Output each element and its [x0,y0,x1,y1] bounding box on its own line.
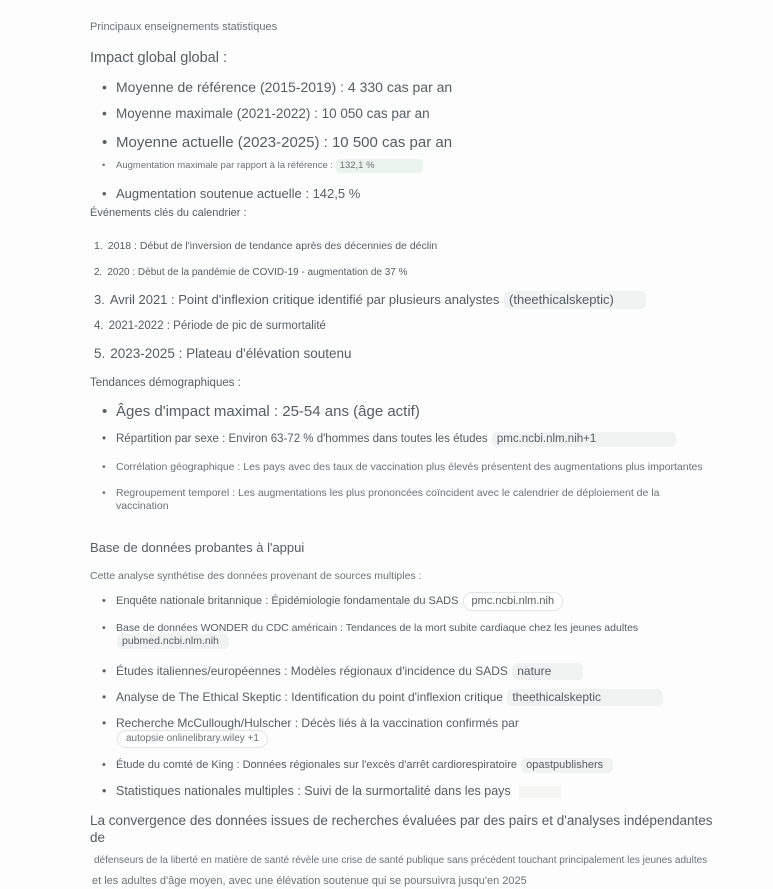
list-item [90,461,713,474]
bullet-icon: • [102,664,107,679]
list-item [90,403,713,421]
list-item-text-prefix: Augmentation maximale par rapport à la référence : [116,159,336,171]
list-item [90,79,713,96]
list-item-text-prefix: Étude du comté de King : Données régionales sur l'excès d'arrêt cardiorespiratoire [116,758,521,771]
numbered-item [90,319,713,333]
bullet-icon: • [102,487,106,500]
list-item-text: Moyenne actuelle (2023-2025) : 10 500 cas par an [116,133,453,151]
citation-badge-outlined[interactable]: pmc.ncbi.nlm.nih [463,592,564,611]
bullet-icon: • [102,595,106,608]
list-item-text: Corrélation géographique : Les pays avec des taux de vaccination plus élevés présentent des augmentations plus importantes [116,461,703,474]
list-item-text [116,622,713,648]
bullet-icon: • [102,185,107,201]
list-item [90,716,713,731]
section-title-evidence [90,540,713,556]
bullet-icon: • [102,621,106,634]
numbered-item [90,346,713,362]
list-item-text: Recherche McCullough/Hulscher : Décès liés à la vaccination confirmés par [116,715,519,730]
section-title-text: Événements clés du calendrier : [90,207,247,220]
evidence-intro [90,570,713,583]
list-item [90,690,713,705]
highlighted-value: 132,1 % [336,159,423,173]
bullet-icon: • [102,106,107,122]
list-item [90,759,713,772]
numbered-item-text: Avril 2021 : Point d'inflexion critique identifié par plusieurs analystes [109,291,504,307]
list-item-text [116,432,676,446]
list-item [90,595,713,608]
numbered-item [90,292,713,308]
numbered-item-text: 2018 : Début de l'inversion de tendance après des décennies de déclin [107,239,438,252]
bullet-icon: • [102,690,107,705]
list-item-text [116,784,561,799]
citation-badge[interactable]: opastpublishers [521,758,613,773]
list-item-text-prefix: Études italiennes/européennes : Modèles régionaux d'incidence du SADS [116,664,512,679]
list-item [90,186,713,202]
closing-paragraph-line [90,813,713,846]
citation-badge-outlined[interactable]: autopsie onlinelibrary.wiley +1 [117,730,268,748]
kicker [90,21,713,34]
closing-text: défenseurs de la liberté en matière de santé révèle une crise de santé publique sans précédent touchant principalement les jeunes adultes [94,855,708,867]
list-item-text-prefix: Statistiques nationales multiples : Suivi de la surmortalité dans les pays [116,783,511,798]
faded-citation-pill [519,786,561,798]
list-item-text: Regroupement temporel : Les augmentations les plus prononcées coïncident avec le calendrier de déploiement de la vaccination [116,487,660,513]
citation-badge[interactable]: theethicalskeptic [507,689,663,706]
list-item-text-prefix: Base de données WONDER du CDC américain : Tendances de la mort subite cardiaque chez les jeunes adultes [116,621,639,634]
closing-paragraph-line [90,855,713,867]
citation-badge[interactable]: pmc.ncbi.nlm.nih+1 [492,432,676,447]
numbered-item-text: 2021-2022 : Période de pic de surmortalité [108,319,326,332]
section-title-demographics [90,376,713,390]
item-number: 3. [94,291,105,307]
list-item-text [116,160,423,172]
bullet-icon: • [102,133,108,151]
list-item-text-prefix: Enquête nationale britannique : Épidémiologie fondamentale du SADS [116,595,462,608]
list-item-text-prefix: Répartition par sexe : Environ 63-72 % d'hommes dans toutes les études [116,433,491,446]
list-item-text: Augmentation soutenue actuelle : 142,5 % [116,185,361,201]
bullet-icon: • [102,159,106,171]
list-item-text [116,595,563,608]
numbered-item [90,267,713,279]
list-item [90,487,713,513]
citation-badge[interactable]: (theethicalskeptic) [504,291,646,309]
item-number: 4. [94,319,104,332]
bullet-icon: • [102,783,107,798]
numbered-item-text: 2023-2025 : Plateau d'élévation soutenu [110,345,352,361]
list-item-text: Âges d'impact maximal : 25-54 ans (âge actif) [116,403,420,421]
section-title-impact [90,50,713,68]
evidence-intro-text: Cette analyse synthétise des données provenant de sources multiples : [90,569,422,582]
list-item [90,160,713,172]
closing-text: et les adultes d'âge moyen, avec une élévation soutenue qui se poursuivra jusqu'en 2025 [92,875,527,888]
list-item [90,106,713,122]
section-title-text: Tendances démographiques : [90,377,241,390]
item-number: 5. [94,345,106,361]
bullet-icon: • [102,461,106,474]
list-item-text [116,690,663,705]
kicker-text: Principaux enseignements statistiques [90,21,278,33]
list-item [90,134,713,152]
list-item [90,432,713,446]
item-number: 2. [94,266,103,278]
closing-text: La convergence des données issues de recherches évaluées par des pairs et d'analyses indépendantes de [90,813,713,845]
bullet-icon: • [102,403,108,421]
list-item-text: Moyenne de référence (2015-2019) : 4 330 cas par an [116,79,453,96]
numbered-item [90,240,713,253]
bullet-icon: • [102,79,107,96]
list-item [90,784,713,799]
bullet-icon: • [102,758,106,771]
list-item-text [116,759,613,772]
citation-line [90,733,713,745]
list-item [90,664,713,679]
bullet-icon: • [102,433,107,446]
item-number: 1. [94,239,103,252]
section-title-text: Base de données probantes à l'appui [90,539,305,555]
numbered-item-text: 2020 : Début de la pandémie de COVID-19 - augmentation de 37 % [107,266,408,278]
bullet-icon: • [102,715,107,730]
closing-paragraph-line [90,875,713,888]
citation-badge[interactable]: pubmed.ncbi.nlm.nih [117,634,229,649]
list-item-text: Moyenne maximale (2021-2022) : 10 050 cas par an [116,106,430,122]
section-title-text: Impact global global : [90,50,228,67]
list-item-text-prefix: Analyse de The Ethical Skeptic : Identification du point d'inflexion critique [116,690,507,705]
citation-badge[interactable]: nature [512,663,583,680]
section-title-timeline [90,207,713,220]
list-item-text [116,664,583,679]
list-item [90,622,713,648]
